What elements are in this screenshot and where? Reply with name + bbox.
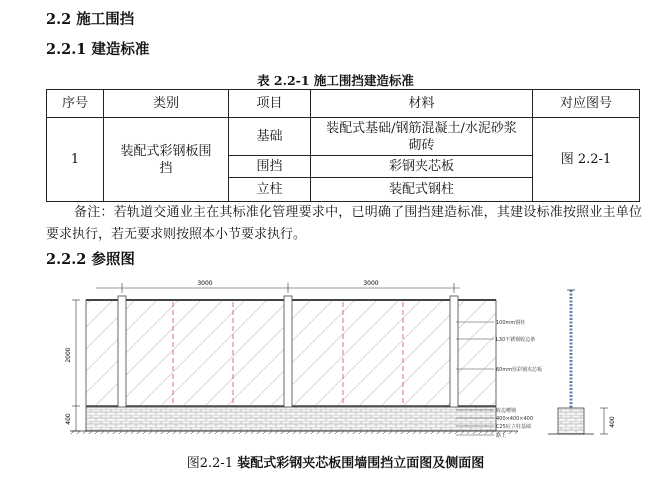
section-heading: 2.2 施工围挡 [46,11,135,28]
callout-ground: 路上 [496,433,507,439]
callout-channel: 收边槽钢 [496,408,517,414]
dimension-height: 2000 [65,347,72,363]
subsection-heading-reference: 2.2.2 参照图 [46,251,135,268]
callout-footing-concrete: C25砼立柱基础 [496,424,531,430]
callout-sandwich-panel: 60mm厚彩钢夹芯板 [496,367,543,373]
figure-caption-number: 图2.2-1 [186,456,234,471]
cell-material: 彩钢夹芯板 [311,156,533,178]
cell-category: 装配式彩钢板围挡 [104,118,229,202]
base-strip [86,407,496,431]
fence-side-view [548,290,616,434]
figure-caption [0,452,671,471]
cell-material: 装配式基础/钢筋混凝土/水泥砂浆砌砖 [311,118,533,156]
cell-item: 围挡 [229,156,311,178]
callout-edge-strip: L30不锈钢收边条 [496,337,536,343]
cell-figure-ref: 图 2.2-1 [533,118,640,202]
dimension-base: 400 [65,413,72,425]
table-row [47,118,640,156]
cell-material: 装配式钢柱 [311,178,533,202]
header-material: 材料 [311,90,533,118]
dimension-span-right: 3000 [363,280,379,287]
dimension-side-base: 400 [609,416,616,428]
header-index: 序号 [47,90,104,118]
table-header-row [47,90,640,118]
subsection-heading-standard: 2.2.1 建造标准 [46,41,150,58]
cell-item: 基础 [229,118,311,156]
figure-caption-title: 装配式彩钢夹芯板围墙围挡立面图及侧面图 [237,456,485,471]
table-caption: 表 2.2-1 施工围挡建造标准 [257,73,414,88]
cell-item: 立柱 [229,178,311,202]
fence-elevation-drawing [48,277,628,447]
callout-steel-post: 100mm钢柱 [496,320,526,326]
dimension-span-left: 3000 [197,280,213,287]
standards-table [46,89,640,202]
header-figure-ref: 对应图号 [533,90,640,118]
cell-index: 1 [47,118,104,202]
table-note: 备注：若轨道交通业主在其标准化管理要求中，已明确了围挡建造标准，其建设标准按照业主单位要求执行，若无要求则按照本小节要求执行。 [46,205,642,242]
header-item: 项目 [229,90,311,118]
callout-footing-size: 400×400×400 [496,416,534,422]
header-category: 类别 [104,90,229,118]
